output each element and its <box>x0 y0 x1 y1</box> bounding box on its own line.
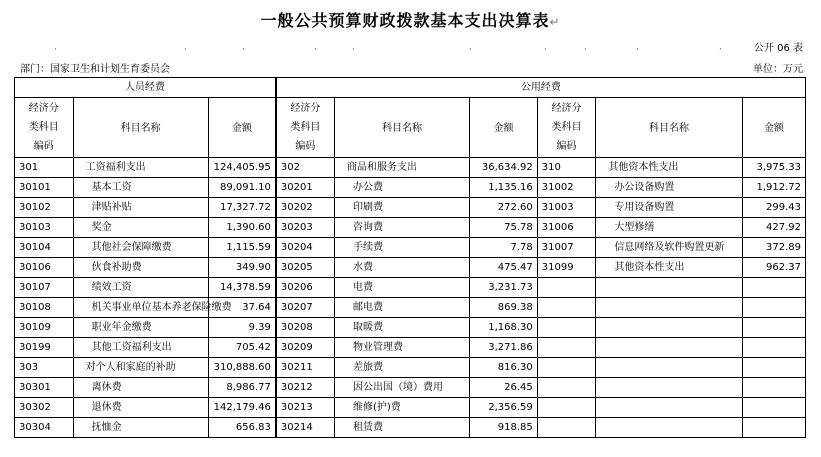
econ-code-cell: 30204 <box>276 238 335 258</box>
econ-code-cell: 30201 <box>276 178 335 198</box>
amount-cell: 372.89 <box>742 238 805 258</box>
subject-name-cell: 专用设备购置 <box>596 198 742 218</box>
table-row <box>15 378 806 398</box>
subject-name-cell: 离休费 <box>73 378 208 398</box>
amount-cell <box>742 298 805 318</box>
econ-class-header: 经济分 类科目 编码 <box>276 98 335 158</box>
econ-code-cell: 302 <box>276 158 335 178</box>
amount-cell: 299.43 <box>742 198 805 218</box>
econ-code-cell: 31003 <box>537 198 596 218</box>
amount-cell <box>742 378 805 398</box>
econ-code-cell: 30301 <box>15 378 74 398</box>
subject-name-cell: 物业管理费 <box>334 338 469 358</box>
amount-cell: 9.39 <box>208 318 276 338</box>
econ-code-cell: 30101 <box>15 178 74 198</box>
amount-cell: 3,271.86 <box>470 338 538 358</box>
econ-code-cell <box>537 398 596 418</box>
subject-name-cell <box>596 398 742 418</box>
subject-name-cell: 取暖费 <box>334 318 469 338</box>
amount-cell: 962.37 <box>742 258 805 278</box>
subject-name-cell <box>596 338 742 358</box>
econ-class-header: 经济分 类科目 编码 <box>15 98 74 158</box>
amount-cell: 1,168.30 <box>470 318 538 338</box>
econ-code-cell: 30213 <box>276 398 335 418</box>
econ-code-cell: 30107 <box>15 278 74 298</box>
table-row <box>15 278 806 298</box>
table-row <box>15 218 806 238</box>
amount-cell <box>742 318 805 338</box>
econ-code-cell: 30109 <box>15 318 74 338</box>
amount-cell: 1,135.16 <box>470 178 538 198</box>
amount-cell: 89,091.10 <box>208 178 276 198</box>
amount-cell <box>742 358 805 378</box>
amount-cell: 1,115.59 <box>208 238 276 258</box>
econ-code-cell: 30106 <box>15 258 74 278</box>
subject-name-cell: 奖金 <box>73 218 208 238</box>
subject-name-cell: 办公费 <box>334 178 469 198</box>
table-row <box>15 158 806 178</box>
amount-cell: 17,327.72 <box>208 198 276 218</box>
amount-cell: 37.64 <box>208 298 276 318</box>
econ-code-cell: 30211 <box>276 358 335 378</box>
amount-cell: 918.85 <box>470 418 538 438</box>
amount-cell <box>742 338 805 358</box>
subject-name-cell: 手续费 <box>334 238 469 258</box>
paragraph-mark-icon: ↵ <box>549 15 561 29</box>
amount-cell: 75.78 <box>470 218 538 238</box>
table-row <box>15 338 806 358</box>
econ-class-header: 经济分 类科目 编码 <box>537 98 596 158</box>
econ-code-cell <box>537 278 596 298</box>
econ-code-cell: 30212 <box>276 378 335 398</box>
econ-code-cell <box>537 358 596 378</box>
econ-code-cell: 30304 <box>15 418 74 438</box>
econ-code-cell <box>537 418 596 438</box>
page-title: 一般公共预算财政拨款基本支出决算表↵ <box>260 11 561 30</box>
subject-name-header: 科目名称 <box>334 98 469 158</box>
amount-cell: 124,405.95 <box>208 158 276 178</box>
table-row <box>15 298 806 318</box>
amount-cell: 14,378.59 <box>208 278 276 298</box>
subject-name-cell: 水费 <box>334 258 469 278</box>
subject-name-cell: 大型修缮 <box>596 218 742 238</box>
subject-name-cell: 办公设备购置 <box>596 178 742 198</box>
econ-code-cell <box>537 298 596 318</box>
amount-cell: 3,231.73 <box>470 278 538 298</box>
expenditure-table <box>14 77 806 438</box>
amount-cell: 427.92 <box>742 218 805 238</box>
econ-code-cell: 301 <box>15 158 74 178</box>
subject-name-cell: 退休费 <box>73 398 208 418</box>
amount-cell <box>742 418 805 438</box>
subject-name-cell: 其他资本性支出 <box>596 258 742 278</box>
table-row <box>15 258 806 278</box>
amount-cell: 705.42 <box>208 338 276 358</box>
subject-name-cell: 咨询费 <box>334 218 469 238</box>
amount-cell: 1,390.60 <box>208 218 276 238</box>
table-row <box>15 398 806 418</box>
amount-cell: 656.83 <box>208 418 276 438</box>
econ-code-cell <box>537 378 596 398</box>
amount-header: 金额 <box>470 98 538 158</box>
subject-name-cell: 因公出国（境）费用 <box>334 378 469 398</box>
amount-cell: 8,986.77 <box>208 378 276 398</box>
econ-code-cell: 30214 <box>276 418 335 438</box>
cell-marker-row: , , , , , , , , , , <box>54 42 722 52</box>
econ-code-cell <box>537 338 596 358</box>
econ-code-cell: 30206 <box>276 278 335 298</box>
amount-cell <box>742 398 805 418</box>
subject-name-cell: 其他资本性支出 <box>596 158 742 178</box>
subject-name-header: 科目名称 <box>596 98 742 158</box>
subject-name-cell: 绩效工资 <box>73 278 208 298</box>
form-number: 公开 06 表 <box>753 43 803 54</box>
subject-name-cell: 商品和服务支出 <box>334 158 469 178</box>
subject-name-cell <box>596 358 742 378</box>
subject-name-cell: 租赁费 <box>334 418 469 438</box>
subject-name-cell: 印刷费 <box>334 198 469 218</box>
amount-cell: 816.30 <box>470 358 538 378</box>
econ-code-cell: 30203 <box>276 218 335 238</box>
amount-cell: 1,912.72 <box>742 178 805 198</box>
amount-cell: 142,179.46 <box>208 398 276 418</box>
amount-cell: 36,634.92 <box>470 158 538 178</box>
amount-cell: 26.45 <box>470 378 538 398</box>
econ-code-cell: 30302 <box>15 398 74 418</box>
econ-code-cell: 30205 <box>276 258 335 278</box>
subject-name-cell: 对个人和家庭的补助 <box>73 358 208 378</box>
table-row <box>15 358 806 378</box>
group-personnel: 人员经费 <box>15 78 276 98</box>
econ-code-cell: 30199 <box>15 338 74 358</box>
subject-name-cell: 其他工资福利支出 <box>73 338 208 358</box>
subject-name-cell: 工资福利支出 <box>73 158 208 178</box>
subject-name-cell: 邮电费 <box>334 298 469 318</box>
subject-name-cell: 抚恤金 <box>73 418 208 438</box>
unit-label: 单位：万元 <box>753 64 803 75</box>
econ-code-cell <box>537 318 596 338</box>
econ-code-cell: 31007 <box>537 238 596 258</box>
subject-name-cell: 差旅费 <box>334 358 469 378</box>
subject-name-cell: 信息网络及软件购置更新 <box>596 238 742 258</box>
amount-header: 金额 <box>208 98 276 158</box>
group-public: 公用经费 <box>276 78 806 98</box>
subject-name-cell: 机关事业单位基本养老保险缴费 <box>73 298 208 318</box>
amount-cell: 3,975.33 <box>742 158 805 178</box>
econ-code-cell: 30202 <box>276 198 335 218</box>
table-row <box>15 418 806 438</box>
amount-cell <box>742 278 805 298</box>
table-row <box>15 238 806 258</box>
subject-name-cell <box>596 298 742 318</box>
amount-cell: 475.47 <box>470 258 538 278</box>
econ-code-cell: 30207 <box>276 298 335 318</box>
econ-code-cell: 30209 <box>276 338 335 358</box>
amount-cell: 869.38 <box>470 298 538 318</box>
table-row <box>15 198 806 218</box>
econ-code-cell: 31006 <box>537 218 596 238</box>
amount-cell: 349.90 <box>208 258 276 278</box>
subject-name-cell: 津贴补贴 <box>73 198 208 218</box>
subject-name-header: 科目名称 <box>73 98 208 158</box>
subject-name-cell: 维修(护)费 <box>334 398 469 418</box>
amount-cell: 2,356.59 <box>470 398 538 418</box>
econ-code-cell: 30104 <box>15 238 74 258</box>
econ-code-cell: 30208 <box>276 318 335 338</box>
subject-name-cell: 电费 <box>334 278 469 298</box>
department-label: 部门：国家卫生和计划生育委员会 <box>20 64 170 75</box>
amount-cell: 272.60 <box>470 198 538 218</box>
subject-name-cell: 其他社会保障缴费 <box>73 238 208 258</box>
econ-code-cell: 31002 <box>537 178 596 198</box>
econ-code-cell: 310 <box>537 158 596 178</box>
table-row <box>15 178 806 198</box>
table-row <box>15 318 806 338</box>
econ-code-cell: 30102 <box>15 198 74 218</box>
subject-name-cell <box>596 278 742 298</box>
amount-cell: 7.78 <box>470 238 538 258</box>
amount-header: 金额 <box>742 98 805 158</box>
econ-code-cell: 31099 <box>537 258 596 278</box>
subject-name-cell <box>596 418 742 438</box>
econ-code-cell: 30108 <box>15 298 74 318</box>
econ-code-cell: 30103 <box>15 218 74 238</box>
econ-code-cell: 303 <box>15 358 74 378</box>
amount-cell: 310,888.60 <box>208 358 276 378</box>
subject-name-cell <box>596 378 742 398</box>
subject-name-cell: 伙食补助费 <box>73 258 208 278</box>
subject-name-cell: 职业年金缴费 <box>73 318 208 338</box>
subject-name-cell <box>596 318 742 338</box>
subject-name-cell: 基本工资 <box>73 178 208 198</box>
